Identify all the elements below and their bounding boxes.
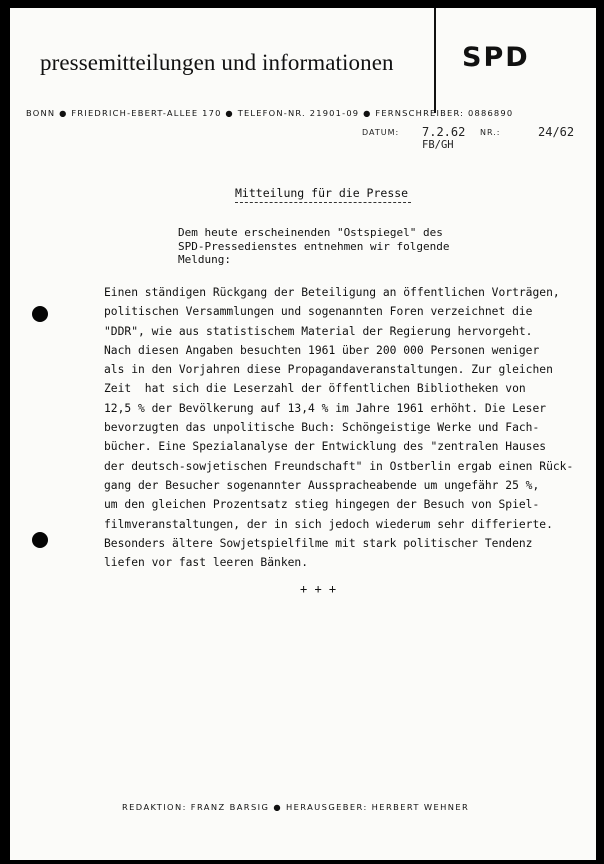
punch-hole-bottom bbox=[32, 532, 48, 548]
body-line: bevorzugten das unpolitische Buch: Schöngeistige Werke und Fach- bbox=[104, 421, 540, 435]
nr-label: NR.: bbox=[480, 128, 501, 137]
intro-paragraph: Dem heute erscheinenden "Ostspiegel" des SPD-Pressedienstes entnehmen wir folgende Meldung: bbox=[178, 226, 450, 266]
letterhead-address: BONN ● FRIEDRICH-EBERT-ALLEE 170 ● TELEFON-NR. 21901-09 ● FERNSCHREIBER: 0886890 bbox=[26, 108, 514, 118]
body-line: bücher. Eine Spezialanalyse der Entwicklung des "zentralen Hauses bbox=[104, 440, 547, 454]
initials: FB/GH bbox=[422, 139, 454, 151]
punch-hole-top bbox=[32, 306, 48, 322]
letterhead-title: pressemitteilungen und informationen bbox=[40, 50, 394, 75]
body-line: filmveranstaltungen, der in sich jedoch wiederum sehr differierte. bbox=[104, 517, 553, 531]
spd-logo-box bbox=[434, 8, 596, 113]
body-line: Nach diesen Angaben besuchten 1961 über 200 000 Personen weniger bbox=[104, 343, 540, 357]
body-line: liefen vor fast leeren Bänken. bbox=[104, 556, 309, 570]
body-line: Besonders ältere Sowjetspielfilme mit stark politischer Tendenz bbox=[104, 536, 533, 550]
document-page bbox=[10, 8, 596, 860]
body-line: "DDR", wie aus statistischem Material der Regierung hervorgeht. bbox=[104, 324, 533, 338]
body-line: gang der Besucher sogenannter Ausspracheabende um ungefähr 25 %, bbox=[104, 478, 540, 492]
body-line: um den gleichen Prozentsatz stieg hingegen der Besuch von Spiel- bbox=[104, 498, 540, 512]
body-line: 12,5 % der Bevölkerung auf 13,4 % im Jahre 1961 erhöht. Die Leser bbox=[104, 401, 547, 415]
press-heading: Mitteilung für die Presse bbox=[235, 186, 409, 200]
datum-value: 7.2.62 bbox=[422, 125, 466, 139]
heading-underline bbox=[235, 202, 411, 203]
body-line: Einen ständigen Rückgang der Beteiligung an öffentlichen Vorträgen, bbox=[104, 286, 560, 299]
body-line: der deutsch-sowjetischen Freundschaft" in Ostberlin ergab einen Rück- bbox=[104, 459, 574, 473]
body-line: politischen Versammlungen und sogenannten Foren verzeichnet die bbox=[104, 305, 533, 319]
datum-label: DATUM: bbox=[362, 128, 400, 137]
footer-credits: REDAKTION: FRANZ BARSIG ● HERAUSGEBER: HERBERT WEHNER bbox=[122, 802, 470, 812]
end-mark: + + + bbox=[300, 582, 337, 596]
body-paragraph bbox=[104, 283, 573, 572]
body-line: Zeit hat sich die Leserzahl der öffentlichen Bibliotheken von bbox=[104, 382, 526, 396]
spd-logo: SPD bbox=[462, 42, 530, 73]
nr-value: 24/62 bbox=[538, 125, 575, 139]
body-line: als in den Vorjahren diese Propagandaveranstaltungen. Zur gleichen bbox=[104, 363, 553, 377]
